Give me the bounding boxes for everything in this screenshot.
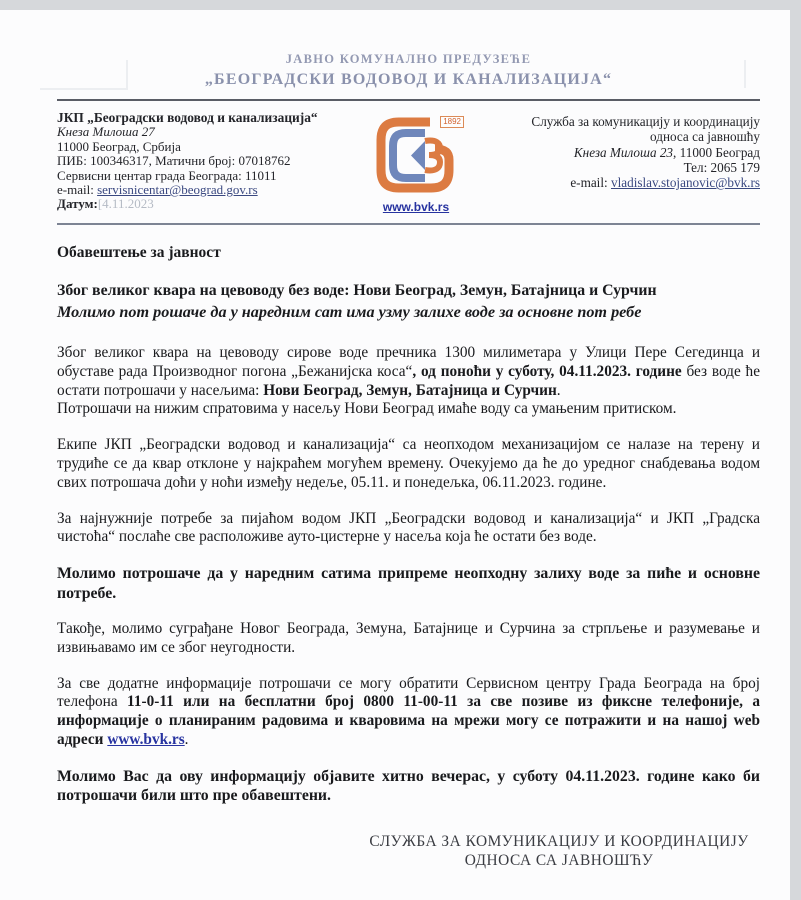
letter-page bbox=[0, 10, 790, 900]
text-run: . bbox=[184, 730, 189, 748]
company-name: „БЕОГРАДСКИ ВОДОВОД И КАНАЛИЗАЦИЈА“ bbox=[204, 71, 613, 88]
text-run: Екипе ЈКП „Београдски водовод и канализација“ са неопходом механизацијом се налазе на терену и трудиће се да квар отклоне у најкраћем могућем времену. Очекујемо да ће до уредног снабдевања водом свих потрошача доћи у ноћи између недеље, 05.11. и понедељка, 06.11.2023. године. bbox=[57, 436, 760, 491]
bvk-logo-icon bbox=[374, 115, 461, 198]
text-run: , од поноћи у суботу, 04.11.2023. године bbox=[412, 362, 687, 380]
paragraph bbox=[57, 344, 760, 419]
paragraph bbox=[57, 675, 760, 750]
text-run: Због великог квара на цевоводу сирове воде пречника 1300 милиметара у Улици Пере Сегединца и обуставе рада Производног погона „Бежанијска коса“ bbox=[57, 344, 760, 380]
text-run: Потрошачи на нижим спратовима у насељу Нови Београд имаће воду са умањеним притиском. bbox=[57, 400, 677, 418]
date-line bbox=[57, 197, 357, 211]
paragraph bbox=[57, 510, 760, 548]
department-line2: односа са јавношћу bbox=[650, 129, 760, 145]
department-email-label: e-mail: bbox=[570, 175, 611, 191]
department-email-link[interactable]: vladislav.stojanovic@bvk.rs bbox=[610, 175, 760, 191]
date-label: Датум: bbox=[57, 196, 98, 212]
letterhead-info bbox=[57, 111, 760, 216]
paragraph bbox=[57, 620, 760, 658]
text-run: . bbox=[556, 381, 561, 399]
header-divider bbox=[57, 99, 760, 101]
text-run: За све додатне информације потрошачи се могу обратити Сервисном центру Града Београда на број телефона bbox=[57, 674, 760, 711]
paragraph bbox=[57, 564, 760, 603]
company-type: ЈАВНО КОМУНАЛНО ПРЕДУЗЕЋЕ bbox=[285, 52, 532, 66]
text-run: Молимо потрошаче да у наредним сатима припреме неопходну залиху воде за пиће и основне потребе. bbox=[57, 565, 760, 602]
letter-content bbox=[0, 10, 790, 871]
logo-column bbox=[357, 111, 475, 216]
text-run: Нови Београд, Земун, Батајница и Сурчин bbox=[263, 381, 557, 399]
text-run: Такође, молимо суграђане Новог Београда, Земуна, Батајнице и Сурчина за стрпљење и разумевање и извињавамо им се због неугодности. bbox=[57, 619, 760, 656]
sender-service-center: Сервисни центар града Београда: 11011 bbox=[57, 167, 277, 183]
department-phone: Тел: 2065 179 bbox=[683, 159, 760, 175]
sender-city: 11000 Београд, Србија bbox=[57, 138, 181, 154]
paragraph bbox=[57, 436, 760, 492]
subject-line: Обавештење за јавност bbox=[57, 244, 221, 261]
crop-mark-left bbox=[40, 60, 128, 90]
notice-headline: Због великог квара на цевоводу без воде: Нови Београд, Земун, Батајница и Сурчин bbox=[57, 282, 657, 299]
logo-year-badge: 1892 bbox=[440, 116, 464, 128]
notice-subheadline: Молимо пот рошаче да у наредним сат има узму залихе воде за основне пот ребе bbox=[57, 303, 642, 321]
info-divider bbox=[57, 223, 760, 225]
signature-line1: СЛУЖБА ЗА КОМУНИКАЦИЈУ И КООРДИНАЦИЈУ bbox=[369, 832, 749, 850]
text-run: 11-0-11 или на бесплатни број 0800 11-00-11 за све позиве из фиксне телефоније, а информације о планираним радовима и кваровима на мрежи могу се потражити и на нашој web адреси bbox=[57, 693, 760, 748]
crop-mark-right bbox=[744, 60, 760, 88]
department-street-rest: , 11000 Београд bbox=[673, 144, 760, 160]
sender-block bbox=[57, 111, 357, 216]
paragraph bbox=[57, 767, 760, 806]
department-block bbox=[475, 111, 760, 216]
sender-ids: ПИБ: 100346317, Матични број: 07018762 bbox=[57, 153, 291, 169]
letterhead bbox=[57, 10, 760, 90]
department-street bbox=[475, 145, 760, 160]
text-run: За најнужније потребе за пијаћом водом ЈКП „Београдски водовод и канализација“ и ЈКП „Градска чистоћа“ послаће све расположиве ауто-цистерне у насеља која ће остати без воде. bbox=[57, 509, 760, 546]
paragraphs bbox=[57, 344, 760, 806]
signature-line2: ОДНОСА СА ЈАВНОШЋУ bbox=[464, 852, 654, 870]
department-street-name: Кнеза Милоша 23 bbox=[573, 144, 674, 160]
department-email-line bbox=[475, 175, 760, 190]
sender-street: Кнеза Милоша 27 bbox=[57, 124, 155, 140]
sender-email-link[interactable]: servisnicentar@beograd.gov.rs bbox=[97, 182, 258, 198]
sender-email-label: e-mail: bbox=[57, 182, 98, 198]
date-value: [4.11.2023 bbox=[97, 196, 154, 212]
text-run: без воде ће остати потрошачи у насељима: bbox=[57, 362, 760, 399]
text-run: Молимо Вас да ову информацију објавите хитно вечерас, у суботу 04.11.2023. године како би потрошачи били што пре обавештени. bbox=[57, 767, 760, 805]
sender-name: ЈКП „Београдски водовод и канализација“ bbox=[57, 110, 318, 125]
logo-website-link[interactable]: www.bvk.rs bbox=[382, 200, 450, 214]
sender-email-line bbox=[57, 183, 357, 197]
department-line1: Служба за комуникацију и координацију bbox=[531, 114, 760, 129]
inline-link[interactable]: www.bvk.rs bbox=[107, 730, 185, 748]
signature-block bbox=[329, 832, 789, 872]
